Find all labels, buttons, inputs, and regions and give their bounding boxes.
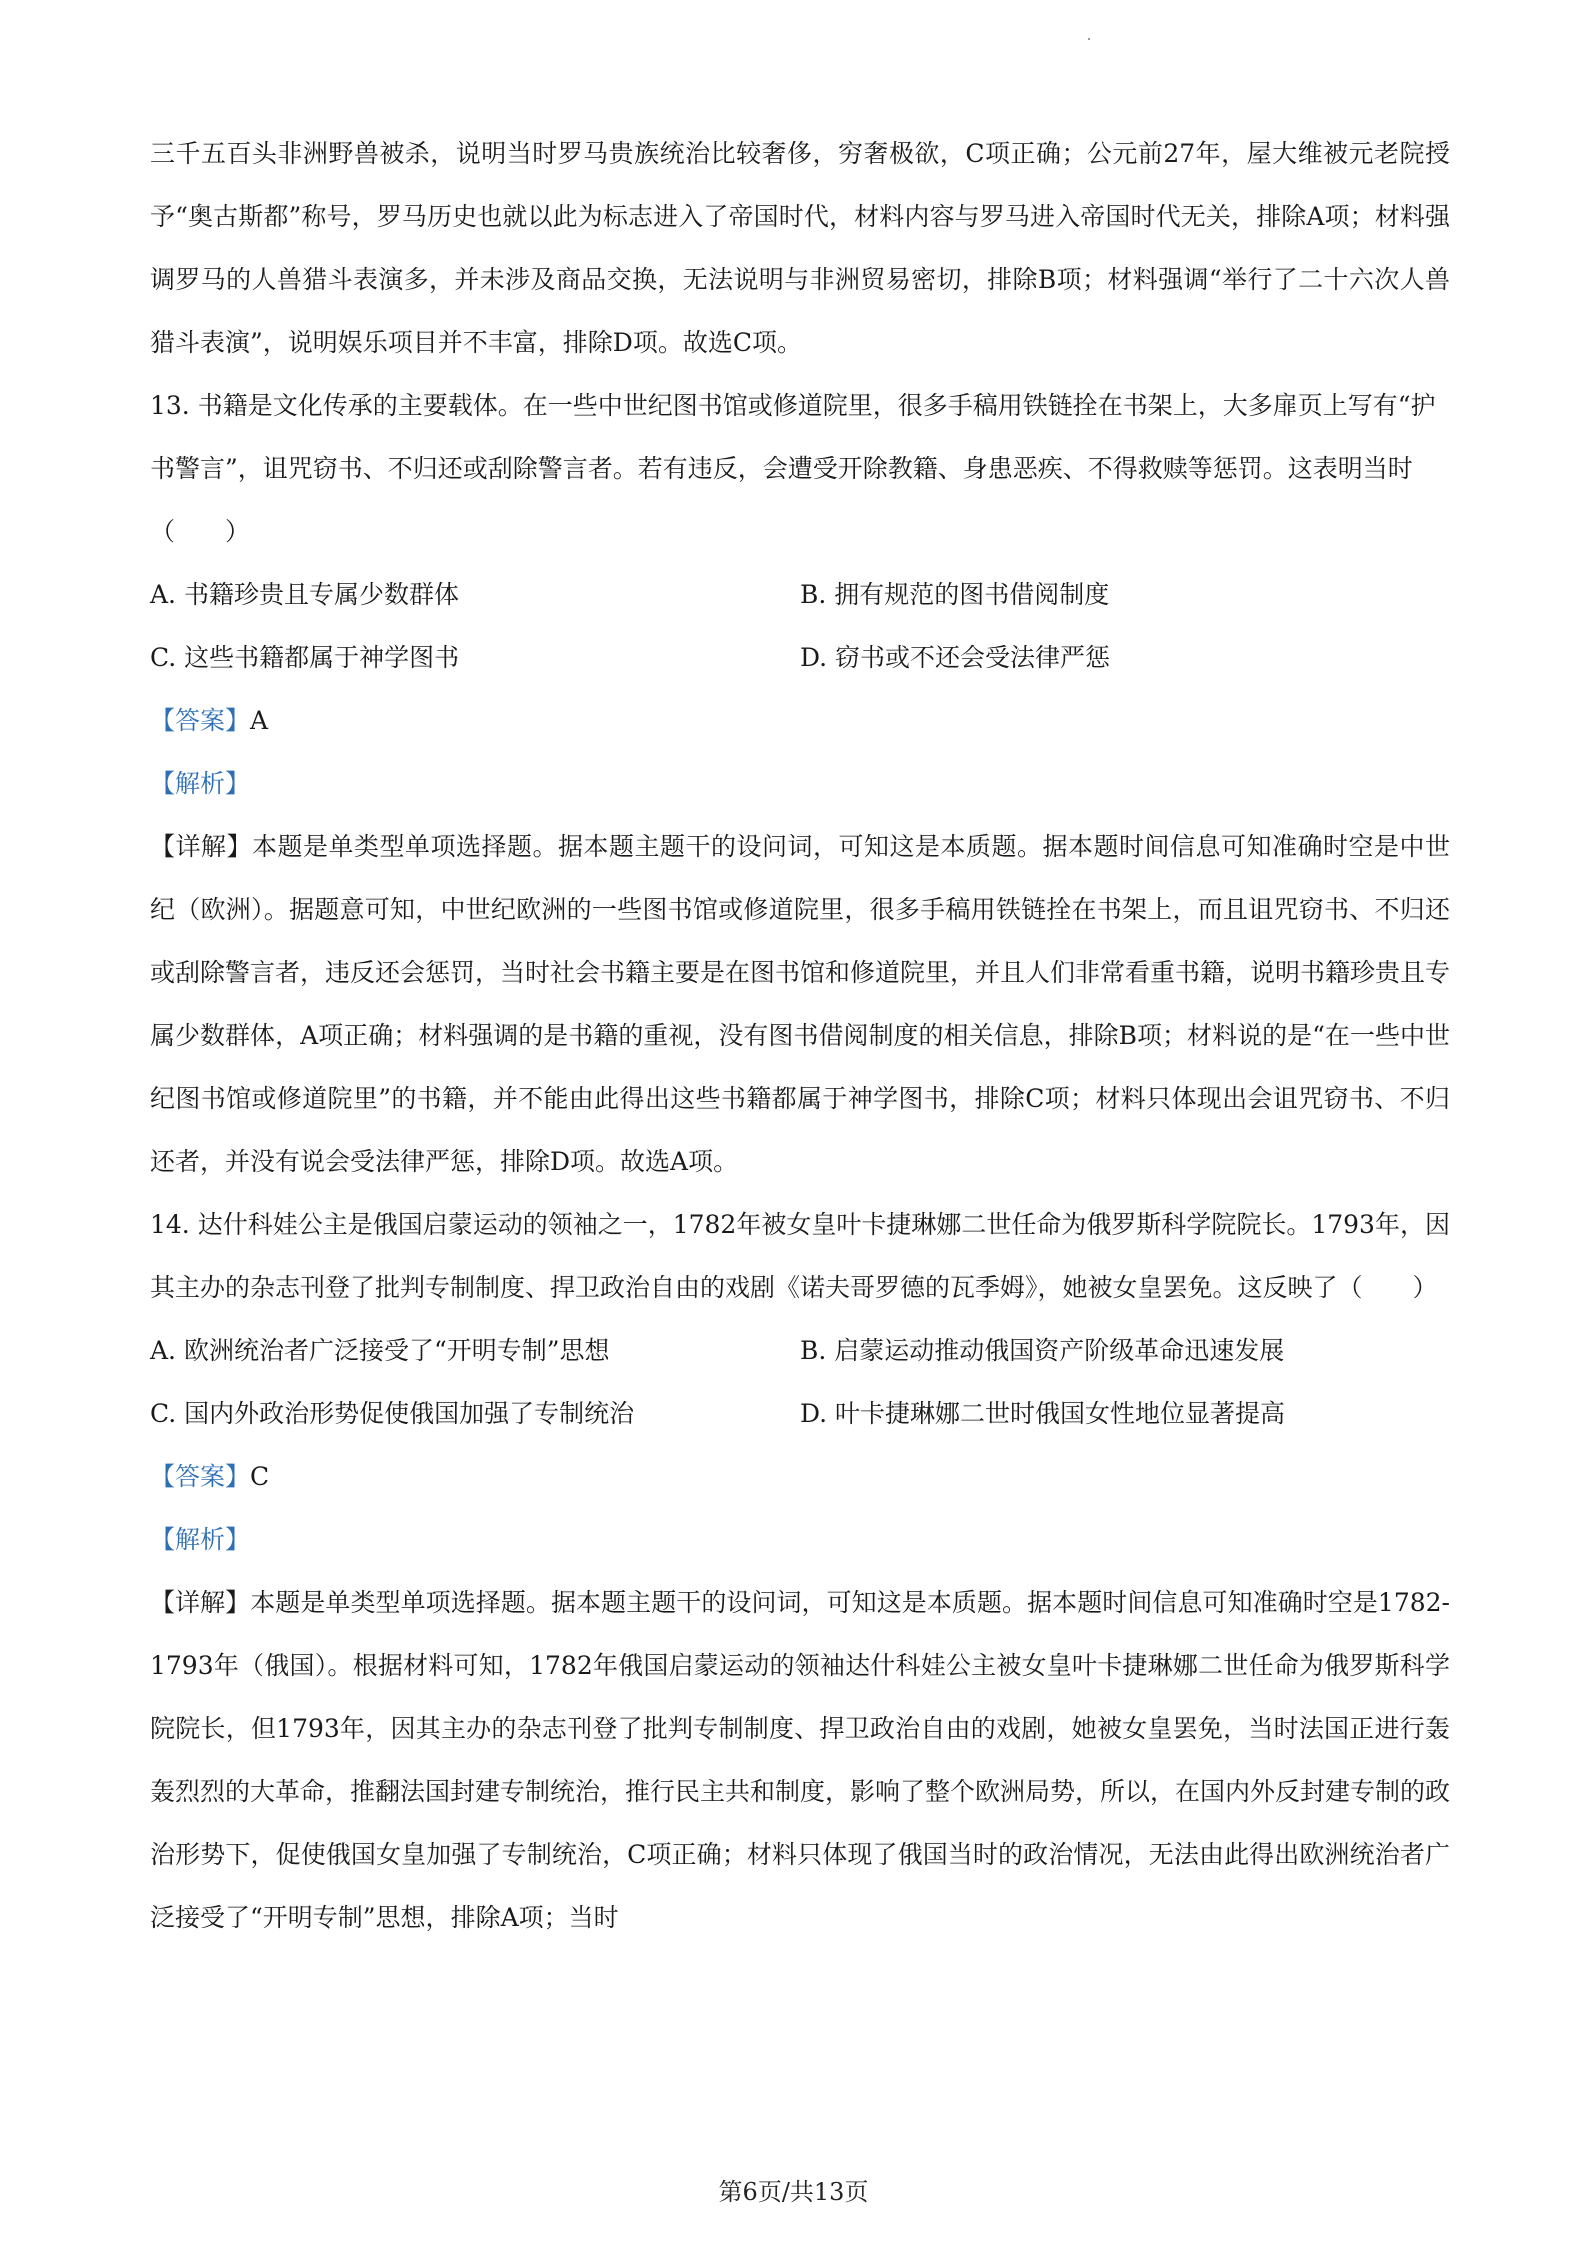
question-14-option-b: B. 启蒙运动推动俄国资产阶级革命迅速发展 <box>800 1336 1285 1365</box>
detail-text: 本题是单类型单项选择题。据本题主题干的设问词，可知这是本质题。据本题时间信息可知准确时空是1782-1793年（俄国）。根据材料可知，1782年俄国启蒙运动的领袖达什科娃公主被女皇叶卡捷琳娜二世任命为俄罗斯科学院院长，但1793年，因其主办的杂志刊登了批判专制制度、捍卫政治自由的戏剧，她被女皇罢免，当时法国正进行轰轰烈烈的大革命，推翻法国封建专制统治，推行民主共和制度，影响了整个欧洲局势，所以，在国内外反封建专制的政治形势下，促使俄国女皇加强了专制统治，C项正确；材料只体现了俄国当时的政治情况，无法由此得出欧洲统治者广泛接受了“开明专制”思想，排除A项；当时 <box>150 1588 1451 1932</box>
question-14-option-d: D. 叶卡捷琳娜二世时俄国女性地位显著提高 <box>800 1399 1286 1428</box>
analysis-tag: 【解析】 <box>150 769 251 798</box>
answer-value: A <box>250 706 269 735</box>
detail-text: 本题是单类型单项选择题。据本题主题干的设问词，可知这是本质题。据本题时间信息可知准确时空是中世纪（欧洲）。据题意可知，中世纪欧洲的一些图书馆或修道院里，很多手稿用铁链拴在书架上，而且诅咒窃书、不归还或刮除警言者，违反还会惩罚，当时社会书籍主要是在图书馆和修道院里，并且人们非常看重书籍，说明书籍珍贵且专属少数群体，A项正确；材料强调的是书籍的重视，没有图书借阅制度的相关信息，排除B项；材料说的是“在一些中世纪图书馆或修道院里”的书籍，并不能由此得出这些书籍都属于神学图书，排除C项；材料只体现出会诅咒窃书、不归还者，并没有说会受法律严惩，排除D项。故选A项。 <box>150 832 1451 1176</box>
question-13-options <box>150 563 1450 689</box>
detail-tag: 【详解】 <box>150 832 252 861</box>
previous-question-analysis: 三千五百头非洲野兽被杀，说明当时罗马贵族统治比较奢侈，穷奢极欲，C项正确；公元前27年，屋大维被元老院授予“奥古斯都”称号，罗马历史也就以此为标志进入了帝国时代，材料内容与罗马进入帝国时代无关，排除A项；材料强调罗马的人兽猎斗表演多，并未涉及商品交换，无法说明与非洲贸易密切，排除B项；材料强调“举行了二十六次人兽猎斗表演”，说明娱乐项目并不丰富，排除D项。故选C项。 <box>150 139 1450 357</box>
question-14-option-a: A. 欧洲统治者广泛接受了“开明专制”思想 <box>150 1336 610 1365</box>
answer-value: C <box>250 1462 270 1491</box>
scan-speck <box>1088 38 1090 40</box>
question-13-answer <box>150 689 1450 752</box>
detail-tag: 【详解】 <box>150 1588 251 1617</box>
answer-tag: 【答案】 <box>150 706 251 735</box>
question-14-options <box>150 1319 1450 1445</box>
question-13-option-d: D. 窃书或不还会受法律严惩 <box>800 643 1111 672</box>
question-14-stem: 14. 达什科娃公主是俄国启蒙运动的领袖之一，1782年被女皇叶卡捷琳娜二世任命为俄罗斯科学院院长。1793年，因其主办的杂志刊登了批判专制制度、捍卫政治自由的戏剧《诺夫哥罗德的瓦季姆》，她被女皇罢免。这反映了（ ） <box>150 1210 1450 1302</box>
analysis-tag: 【解析】 <box>150 1525 251 1554</box>
question-14-detail <box>150 1571 1450 1949</box>
question-13-analysis-heading <box>150 752 1450 815</box>
page-content <box>150 122 1450 1949</box>
page-footer: 第6页/共13页 <box>718 2178 869 2206</box>
question-14-option-c: C. 国内外政治形势促使俄国加强了专制统治 <box>150 1399 635 1428</box>
question-13-detail <box>150 815 1450 1193</box>
question-13-option-b: B. 拥有规范的图书借阅制度 <box>800 580 1110 609</box>
answer-tag: 【答案】 <box>150 1462 251 1491</box>
question-14-answer <box>150 1445 1450 1508</box>
question-14-analysis-heading <box>150 1508 1450 1571</box>
question-13-option-a: A. 书籍珍贵且专属少数群体 <box>150 580 459 609</box>
question-13-stem: 13. 书籍是文化传承的主要载体。在一些中世纪图书馆或修道院里，很多手稿用铁链拴在书架上，大多扉页上写有“护书警言”，诅咒窃书、不归还或刮除警言者。若有违反，会遭受开除教籍、身患恶疾、不得救赎等惩罚。这表明当时（ ） <box>150 391 1436 546</box>
question-13-option-c: C. 这些书籍都属于神学图书 <box>150 643 460 672</box>
